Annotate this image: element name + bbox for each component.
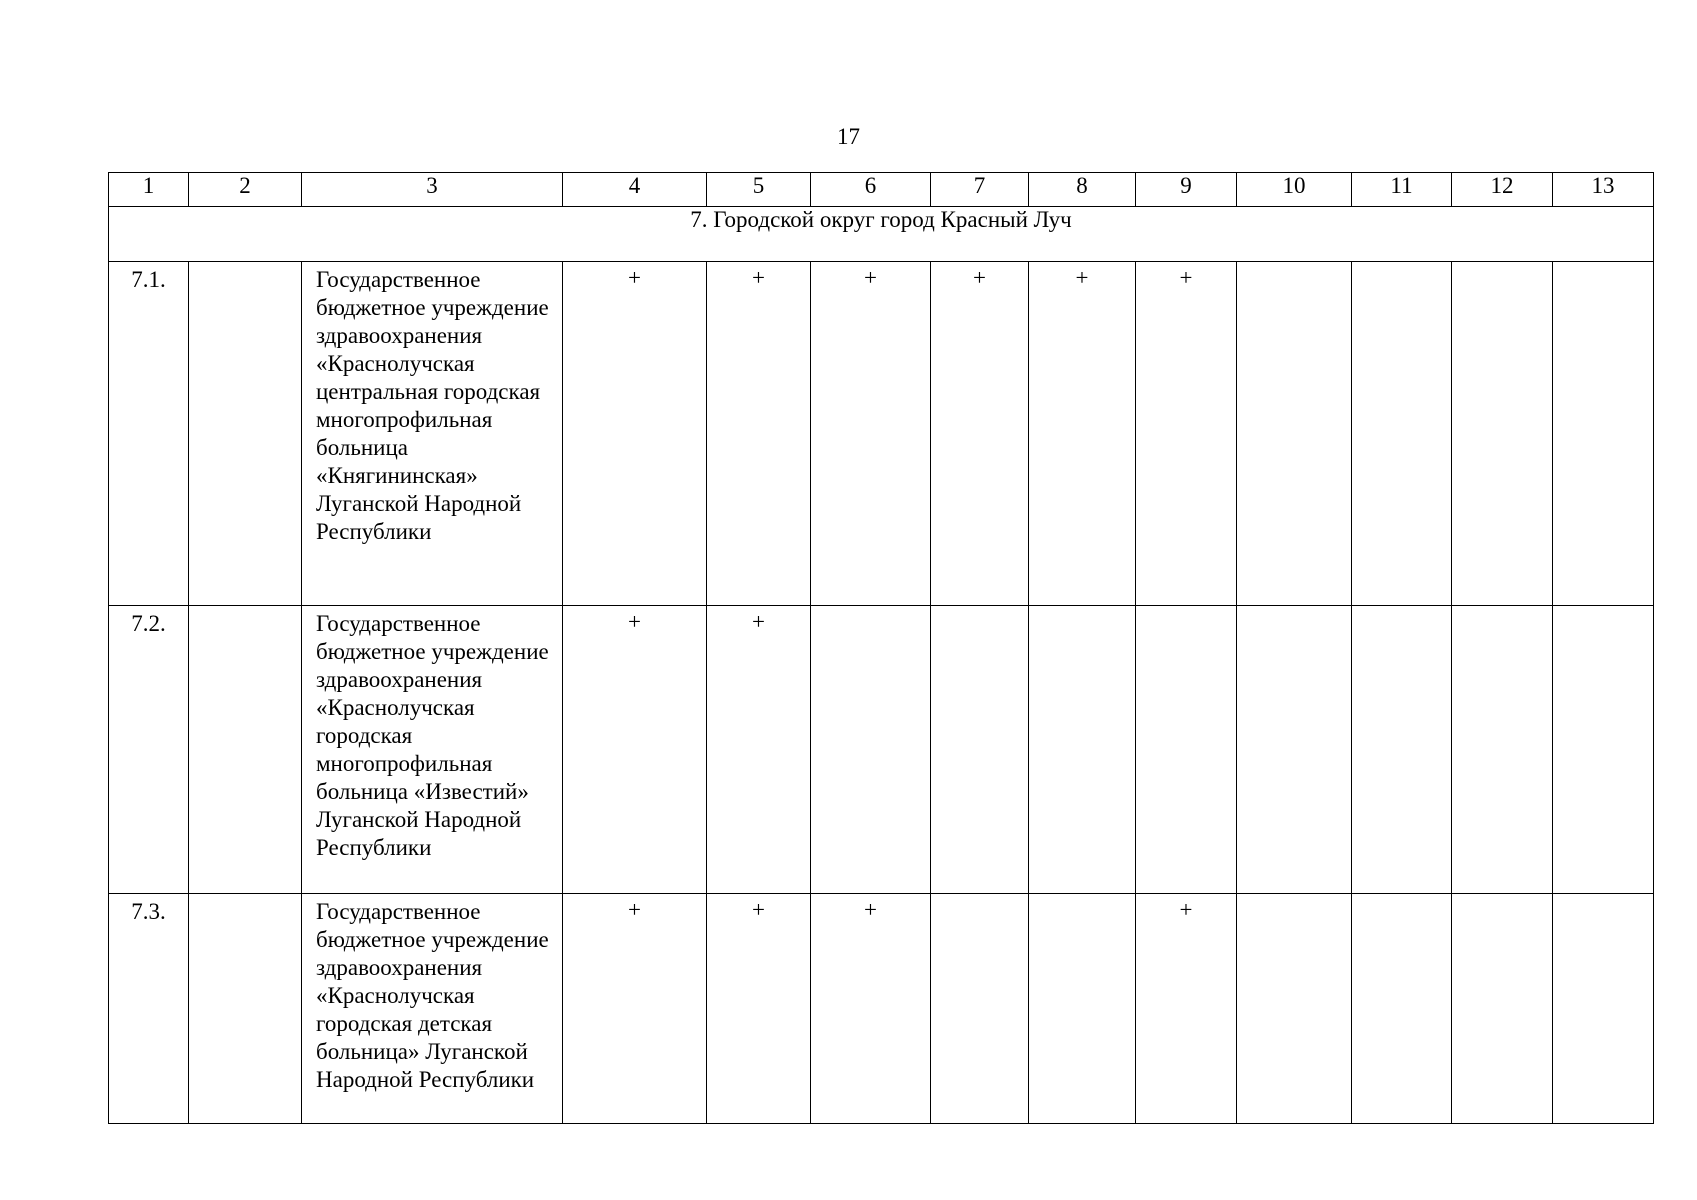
mark-cell: + [707, 262, 811, 606]
column-header: 3 [302, 173, 563, 207]
mark-cell [1237, 894, 1352, 1124]
row-number: 7.3. [109, 894, 189, 1124]
institution-name: Государственное бюджетное учреждение здравоохранения «Краснолучская городская многопрофильная больница «Известий» Луганской Народной Республики [302, 606, 563, 894]
column-header: 8 [1029, 173, 1136, 207]
column-number-row [109, 173, 1654, 207]
page-number: 17 [837, 124, 860, 149]
mark-cell [1237, 262, 1352, 606]
mark-cell [1553, 894, 1654, 1124]
mark-cell [1352, 894, 1452, 1124]
institution-name: Государственное бюджетное учреждение здравоохранения «Краснолучская городская детская больница» Луганской Народной Республики [302, 894, 563, 1124]
mark-cell [1553, 606, 1654, 894]
mark-cell: + [563, 606, 707, 894]
column-header: 9 [1136, 173, 1237, 207]
institution-name: Государственное бюджетное учреждение здравоохранения «Краснолучская центральная городская многопрофильная больница «Княгининская» Луганской Народной Республики [302, 262, 563, 606]
column-header: 12 [1452, 173, 1553, 207]
mark-cell: + [811, 894, 931, 1124]
mark-cell: + [707, 606, 811, 894]
row-cell [189, 262, 302, 606]
mark-cell [931, 894, 1029, 1124]
column-header: 10 [1237, 173, 1352, 207]
mark-cell: + [931, 262, 1029, 606]
hospital-table [108, 172, 1654, 1124]
mark-cell: + [1136, 262, 1237, 606]
mark-cell [811, 606, 931, 894]
mark-cell [931, 606, 1029, 894]
table-row [109, 606, 1654, 894]
row-number: 7.1. [109, 262, 189, 606]
mark-cell [1237, 606, 1352, 894]
mark-cell: + [1136, 894, 1237, 1124]
section-title: 7. Городской округ город Красный Луч [109, 207, 1654, 262]
column-header: 13 [1553, 173, 1654, 207]
table-row [109, 262, 1654, 606]
column-header: 1 [109, 173, 189, 207]
mark-cell [1029, 894, 1136, 1124]
mark-cell [1553, 262, 1654, 606]
column-header: 6 [811, 173, 931, 207]
mark-cell: + [811, 262, 931, 606]
section-row [109, 207, 1654, 262]
mark-cell: + [707, 894, 811, 1124]
row-cell [189, 894, 302, 1124]
row-cell [189, 606, 302, 894]
mark-cell: + [1029, 262, 1136, 606]
column-header: 7 [931, 173, 1029, 207]
mark-cell [1452, 894, 1553, 1124]
mark-cell [1136, 606, 1237, 894]
column-header: 4 [563, 173, 707, 207]
mark-cell: + [563, 894, 707, 1124]
mark-cell [1029, 606, 1136, 894]
row-number: 7.2. [109, 606, 189, 894]
mark-cell [1352, 606, 1452, 894]
column-header: 11 [1352, 173, 1452, 207]
column-header: 5 [707, 173, 811, 207]
mark-cell [1352, 262, 1452, 606]
mark-cell [1452, 606, 1553, 894]
column-header: 2 [189, 173, 302, 207]
table-row [109, 894, 1654, 1124]
mark-cell: + [563, 262, 707, 606]
mark-cell [1452, 262, 1553, 606]
